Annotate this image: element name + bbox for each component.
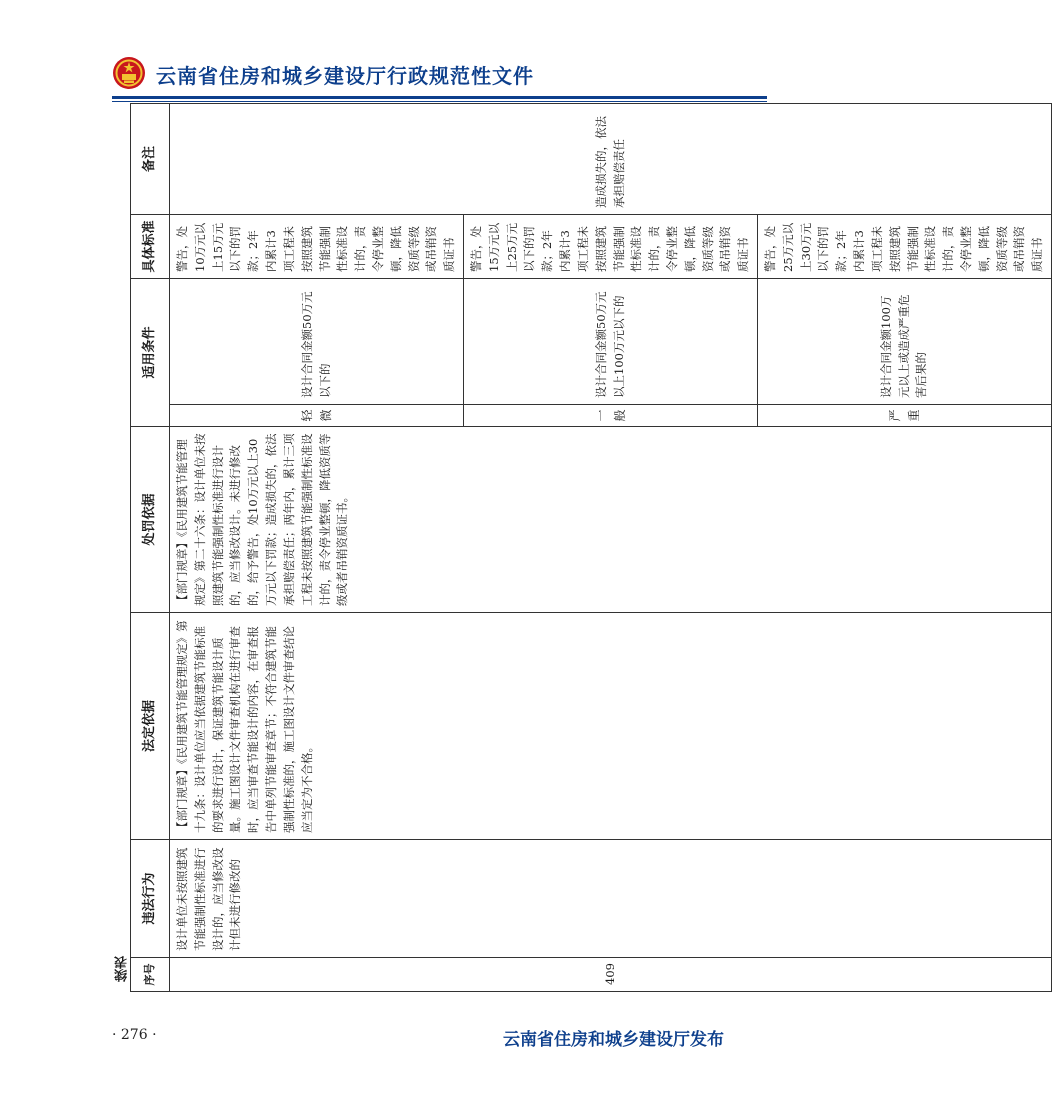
cell-degree-serious: 严重 [758, 405, 1052, 427]
cell-degree-general: 一般 [464, 405, 758, 427]
cell-standard-serious: 警告，处25万元以上30万元以下的罚款；2年内累计3项工程未按照建筑节能强制性标准设计的，责令停业整顿，降低资质等级或吊销资质证书 [758, 214, 1052, 278]
document-header-title: 云南省住房和城乡建设厅行政规范性文件 [156, 64, 534, 88]
header-condition: 适用条件 [131, 278, 170, 426]
header-penalty-basis: 处罚依据 [131, 427, 170, 613]
header-rule [112, 96, 767, 99]
cell-legal-basis: 【部门规章】《民用建筑节能管理规定》第十九条：设计单位应当依据建筑节能标准的要求进行设计，保证建筑节能设计质量。施工图设计文件审查机构在进行审查时，应当审查节能设计的内容，在审查报告中单列节能审查章节；不符合建筑节能强制性标准的，施工图设计文件审查结论应当定为不合格。 [170, 613, 1052, 840]
header-seq: 序号 [131, 958, 170, 992]
header-legal-basis: 法定依据 [131, 613, 170, 840]
cell-degree-minor: 轻微 [170, 405, 464, 427]
national-emblem-icon [112, 56, 146, 90]
continuation-label: 续表 [115, 956, 130, 982]
header-note: 备注 [131, 103, 170, 214]
cell-note: 造成损失的，依法承担赔偿责任 [170, 103, 1052, 214]
header-violation: 违法行为 [131, 840, 170, 958]
cell-seq: 409 [170, 958, 1052, 992]
page-number: · 276 · [112, 1027, 157, 1043]
cell-penalty-basis: 【部门规章】《民用建筑节能管理规定》第二十六条：设计单位未按照建筑节能强制性标准进行设计的，应当修改设计。未进行修改的，给予警告，处10万元以上30万元以下罚款；造成损失的，依法承担赔偿责任；两年内，累计三项工程未按照建筑节能强制性标准设计的，责令停业整顿，降低资质等级或者吊销资质证书。 [170, 427, 1052, 613]
cell-condition-serious: 设计合同金额100万元以上或造成严重危害后果的 [758, 278, 1052, 404]
header-rule-thin [112, 101, 767, 102]
table-header-row [131, 103, 170, 991]
table-row [170, 103, 464, 991]
cell-violation: 设计单位未按照建筑节能强制性标准进行设计的，应当修改设计但未进行修改的 [170, 840, 1052, 958]
header-standard: 具体标准 [131, 214, 170, 278]
cell-condition-minor: 设计合同金额50万元以下的 [170, 278, 464, 404]
cell-standard-general: 警告，处15万元以上25万元以下的罚款；2年内累计3项工程未按照建筑节能强制性标准设计的，责令停业整顿，降低资质等级或吊销资质证书 [464, 214, 758, 278]
cell-standard-minor-text: 警告，处10万元以上15万元以下的罚款；2年内累计3项工程未按照建筑节能强制性标准设计的，责令停业整顿，降低资质等级或吊销资质证书 [170, 214, 464, 278]
penalty-standard-table [130, 103, 1052, 992]
footer-publisher: 云南省住房和城乡建设厅发布 [503, 1030, 724, 1050]
cell-condition-general: 设计合同金额50万元以上100万元以下的 [464, 278, 758, 404]
rotated-penalty-table [130, 104, 1045, 992]
